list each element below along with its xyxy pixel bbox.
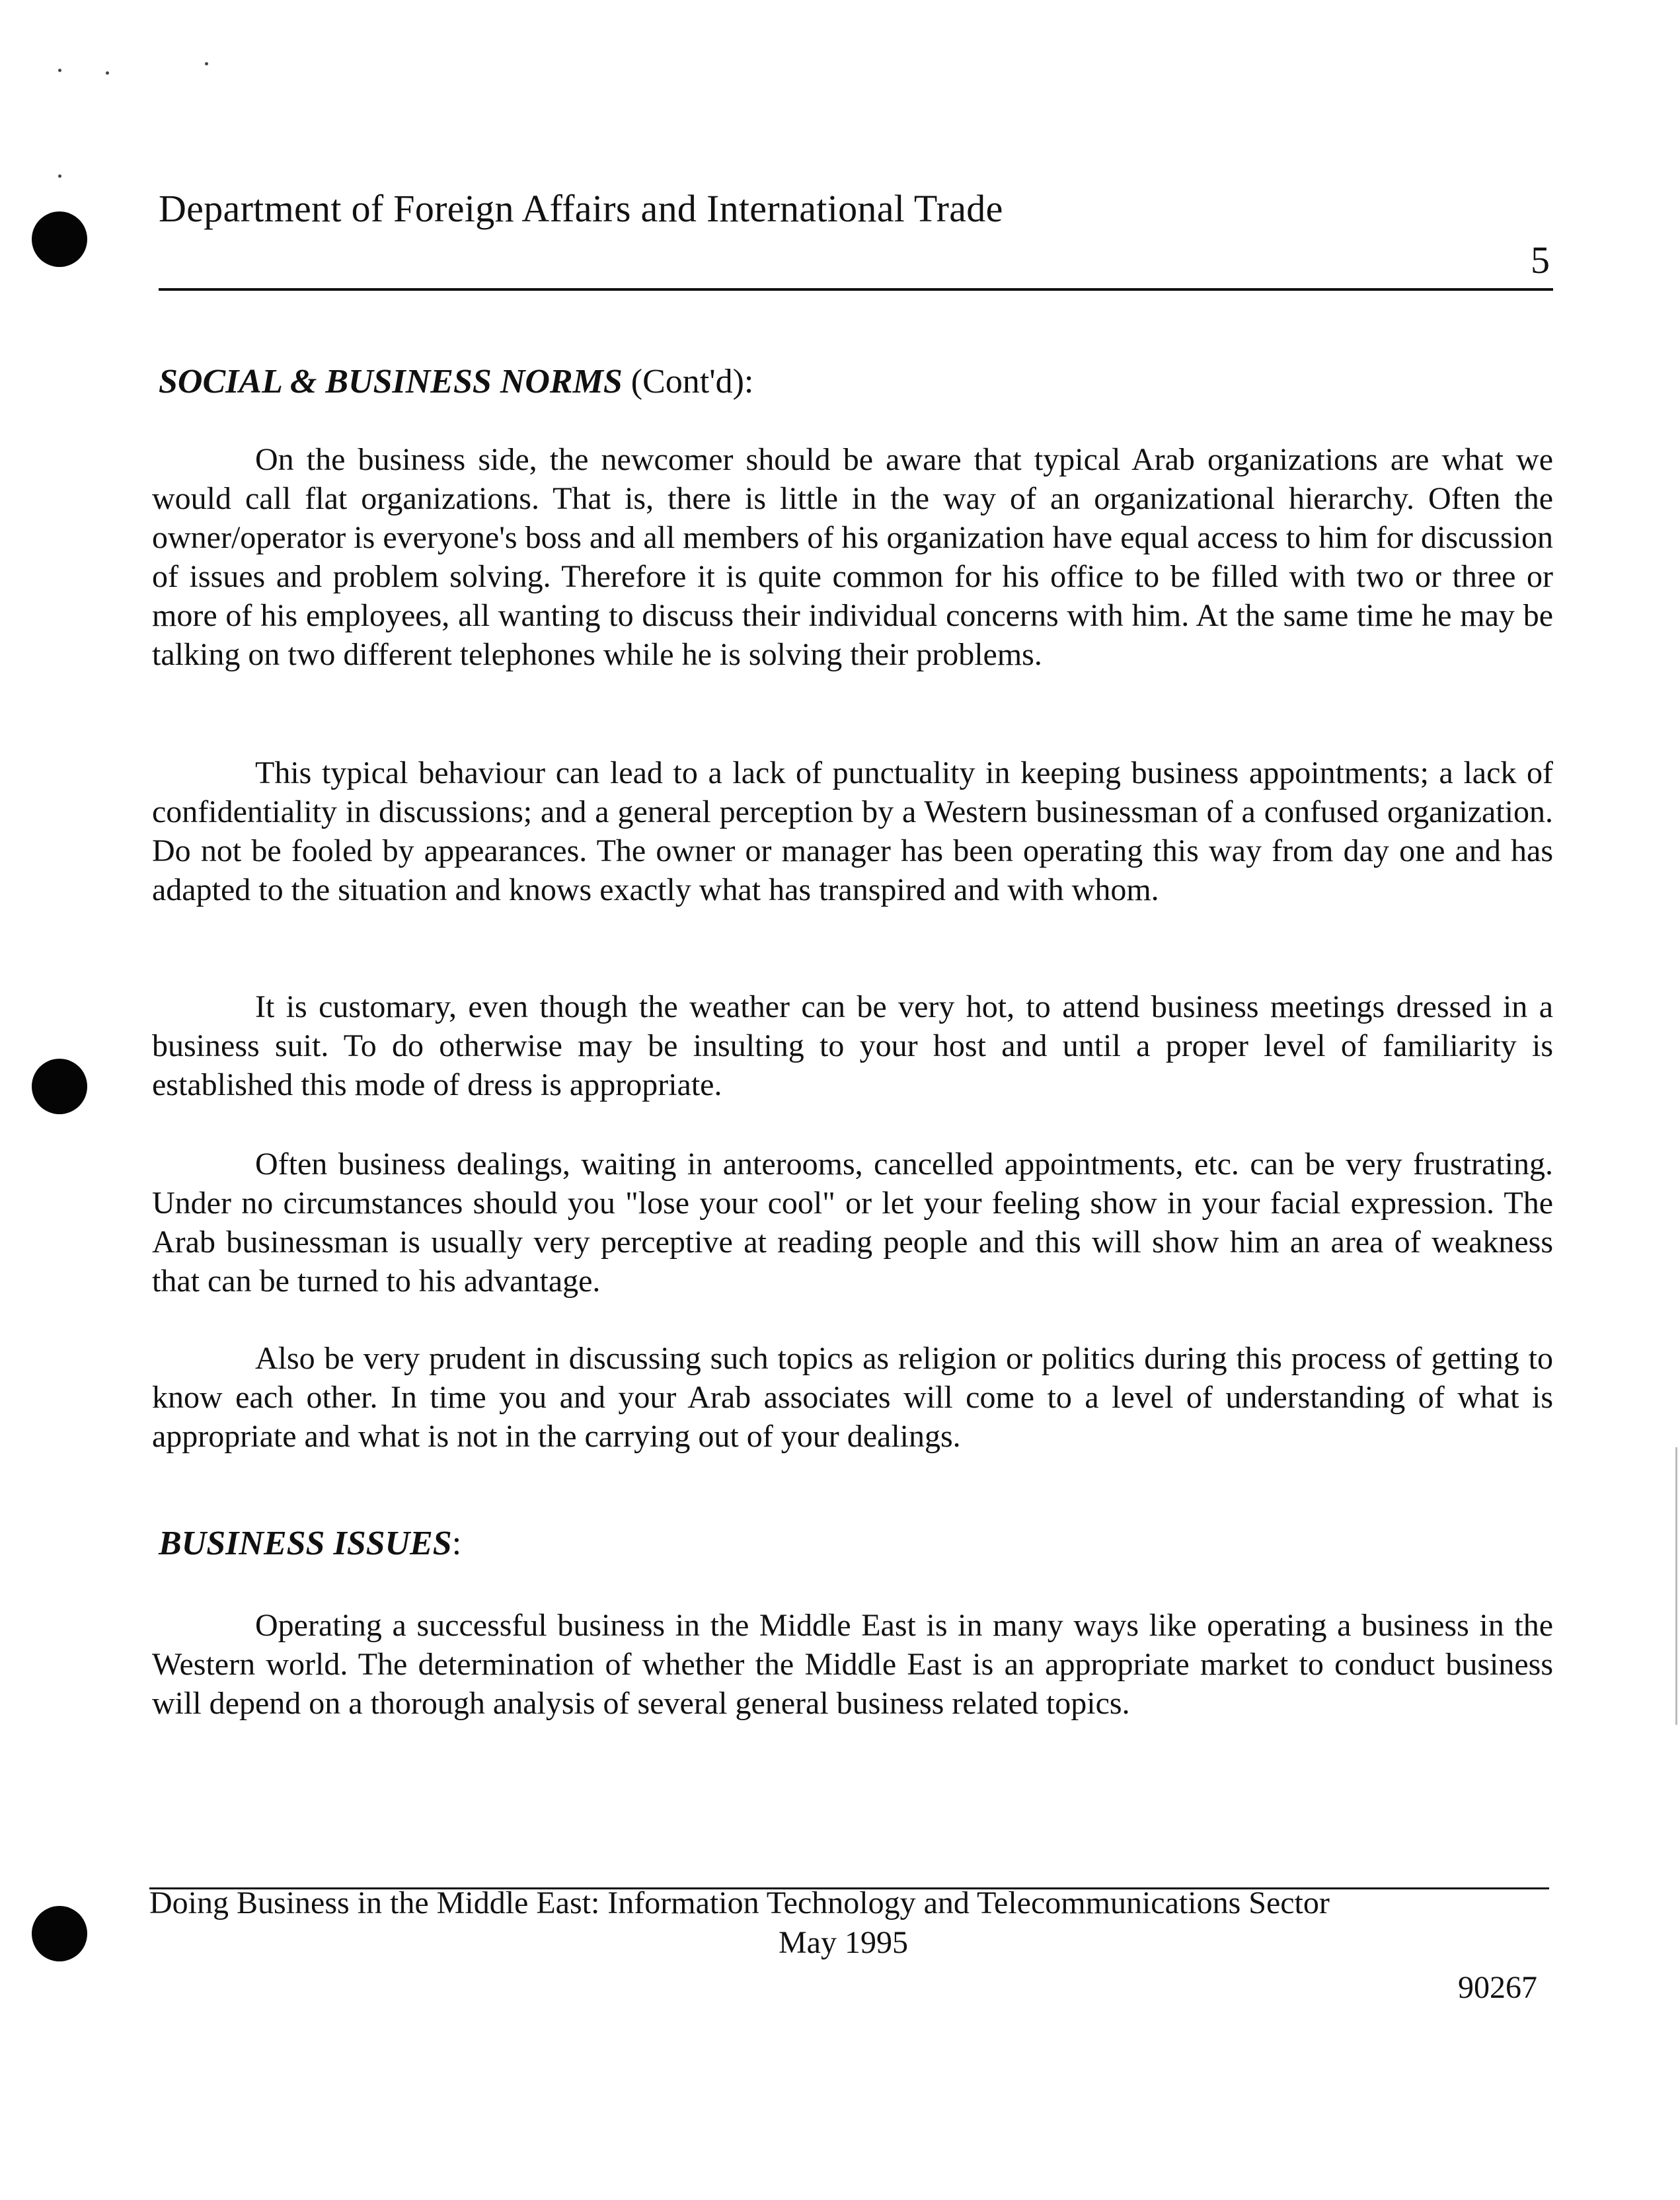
section-heading-social-business-norms [159,362,753,401]
header-title: Department of Foreign Affairs and International Trade [159,187,1003,230]
paragraph: Also be very prudent in discussing such topics as religion or politics during this process of getting to know each other. In time you and your Arab associates will come to a level of understanding of what is appropriate and what is not in the carrying out of your dealings. [152,1341,1553,1454]
binder-hole-top [32,211,87,267]
section-heading-suffix: (Cont'd): [622,363,754,400]
paragraph: This typical behaviour can lead to a lack of punctuality in keeping business appointments; a lack of confidentiality in discussions; and a general perception by a Western businessman of a confused organization. Do not be fooled by appearances. The owner or manager has been operating this way from day one and has adapted to the situation and knows exactly what has transpired and with whom. [152,755,1553,907]
page-number: 5 [1531,239,1550,282]
header-rule [159,288,1553,291]
binder-hole-middle [32,1059,87,1114]
paragraph: Operating a successful business in the Middle East is in many ways like operating a business in the Western world. The determination of whether the Middle East is an appropriate market to conduct business will depend on a thorough analysis of several general business related topics. [152,1608,1553,1721]
scan-speck [106,71,109,75]
section-heading-emphasis: SOCIAL & BUSINESS NORMS [159,363,623,400]
footer-date: May 1995 [779,1925,908,1960]
section-heading-suffix: : [451,1525,462,1562]
scan-speck [205,62,208,65]
footer-title: Doing Business in the Middle East: Information Technology and Telecommunications Sector [149,1885,1330,1920]
scan-edge-line [1675,1447,1677,1725]
binder-hole-bottom [32,1906,87,1961]
paragraph: On the business side, the newcomer should be aware that typical Arab organizations are what we would call flat organizations. That is, there is little in the way of an organizational hierarchy. Often the owner/operator is everyone's boss and all members of his organization have equal access to him for discussion of issues and problem solving. Therefore it is quite common for his office to be filled with two or three or more of his employees, all wanting to discuss their individual concerns with him. At the same time he may be talking on two different telephones while he is solving their problems. [152,442,1553,672]
scan-speck [58,69,61,72]
paragraph: It is customary, even though the weather can be very hot, to attend business meetings dressed in a business suit. To do otherwise may be insulting to your host and until a proper level of familiarity is established this mode of dress is appropriate. [152,989,1553,1102]
scan-speck [58,174,61,178]
section-heading-business-issues [159,1524,461,1563]
document-number: 90267 [1458,1970,1537,2005]
section-heading-emphasis: BUSINESS ISSUES [159,1525,452,1562]
paragraph: Often business dealings, waiting in anterooms, cancelled appointments, etc. can be very frustrating. Under no circumstances should you "lose your cool" or let your feeling show in your facial expression. The Arab businessman is usually very perceptive at reading people and this will show him an area of weakness that can be turned to his advantage. [152,1147,1553,1299]
